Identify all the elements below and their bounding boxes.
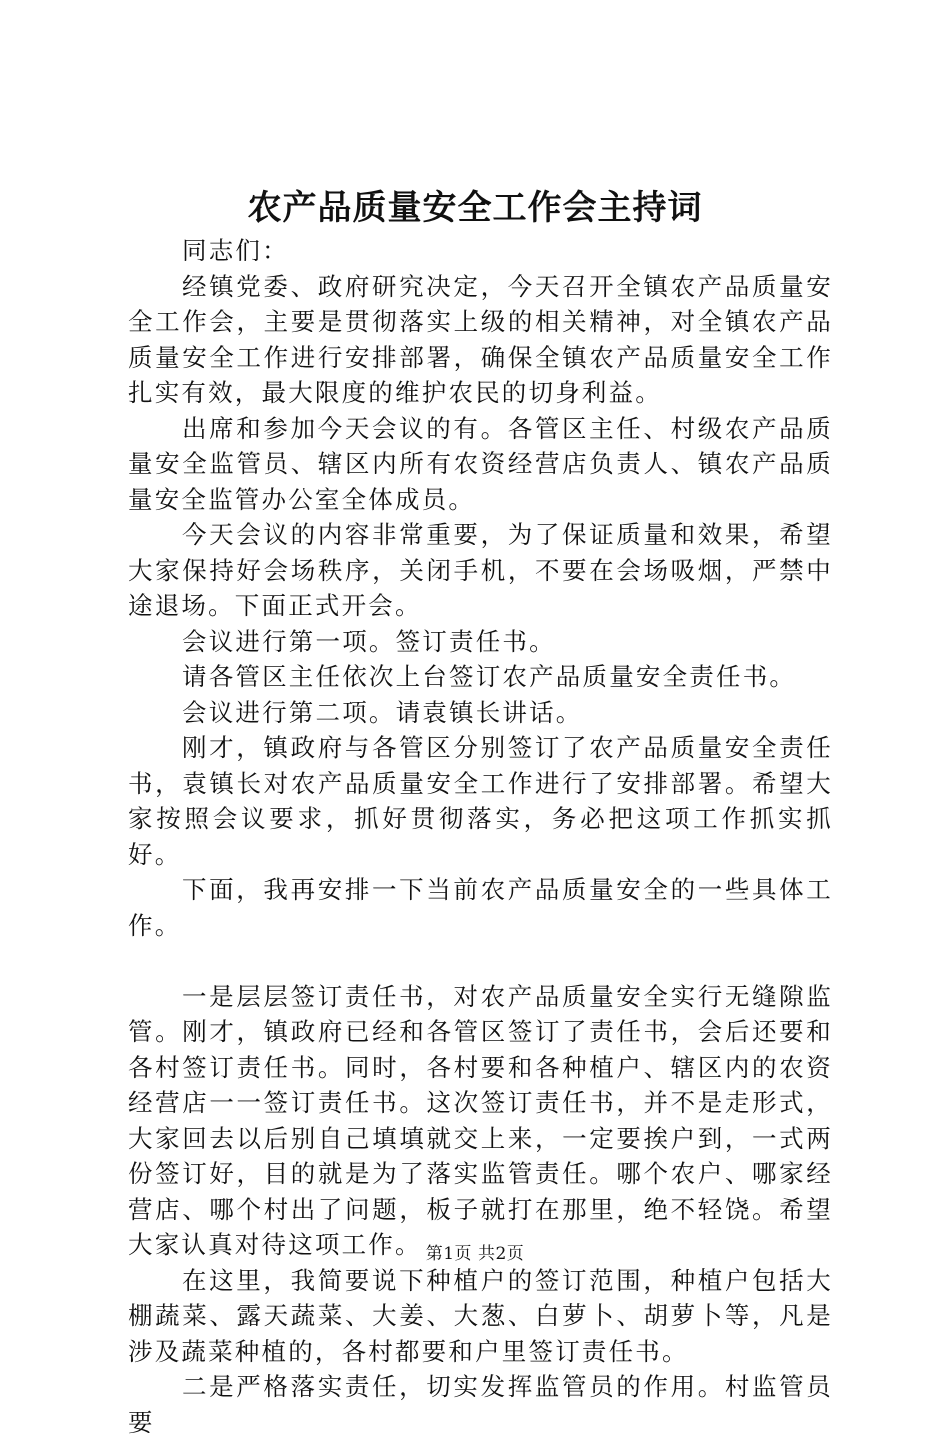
paragraph-meeting-rules: 今天会议的内容非常重要，为了保证质量和效果，希望大家保持好会场秩序，关闭手机，不要在会场吸烟，严禁中途退场。下面正式开会。 (128, 520, 833, 620)
paragraph-salutation: 同志们： (182, 236, 289, 265)
paragraph-planting-scope: 在这里，我简要说下种植户的签订范围，种植户包括大棚蔬菜、露天蔬菜、大姜、大葱、白萝卜、胡萝卜等，凡是涉及蔬菜种植的，各村都要和户里签订责任书。 (128, 1265, 833, 1366)
paragraph-spacer (128, 943, 833, 979)
paragraph-agenda-item-1: 会议进行第一项。签订责任书。 (182, 626, 556, 656)
paragraph-attendees: 出席和参加今天会议的有。各管区主任、村级农产品质量安全监管员、辖区内所有农资经营店负责人、镇农产品质量安全监管办公室全体成员。 (128, 413, 833, 514)
paragraph-point-one: 一是层层签订责任书，对农产品质量安全实行无缝隙监管。刚才，镇政府已经和各管区签订了责任书，会后还要和各村签订责任书。同时，各村要和各种植户、辖区内的农资经营店一一签订责任书。这次签订责任书，并不是走形式，大家回去以后别自己填填就交上来，一定要挨户到，一式两份签订好，目的就是为了落实监管责任。哪个农户、哪家经营店、哪个村出了问题，板子就打在那里，绝不轻饶。希望大家认真对待这项工作。 (128, 981, 833, 1259)
paragraph-summary: 刚才，镇政府与各管区分别签订了农产品质量安全责任书，袁镇长对农产品质量安全工作进行了安排部署。希望大家按照会议要求，抓好贯彻落实，务必把这项工作抓实抓好。 (128, 733, 833, 869)
paragraph-agenda-item-2: 会议进行第二项。请袁镇长讲话。 (182, 697, 583, 727)
page-footer: 第1页 共2页 (425, 1244, 525, 1264)
paragraph-point-two: 二是严格落实责任，切实发挥监管员的作用。村监管员要 (128, 1372, 833, 1437)
paragraph-sign-responsibility: 请各管区主任依次上台签订农产品质量安全责任书。 (182, 662, 797, 691)
document-title: 农产品质量安全工作会主持词 (247, 188, 703, 228)
paragraph-meeting-purpose: 经镇党委、政府研究决定，今天召开全镇农产品质量安全工作会，主要是贯彻落实上级的相关精神，对全镇农产品质量安全工作进行安排部署，确保全镇农产品质量安全工作扎实有效，最大限度的维护农民的切身利益。 (128, 271, 833, 407)
paragraph-work-arrangement: 下面，我再安排一下当前农产品质量安全的一些具体工作。 (128, 875, 833, 940)
